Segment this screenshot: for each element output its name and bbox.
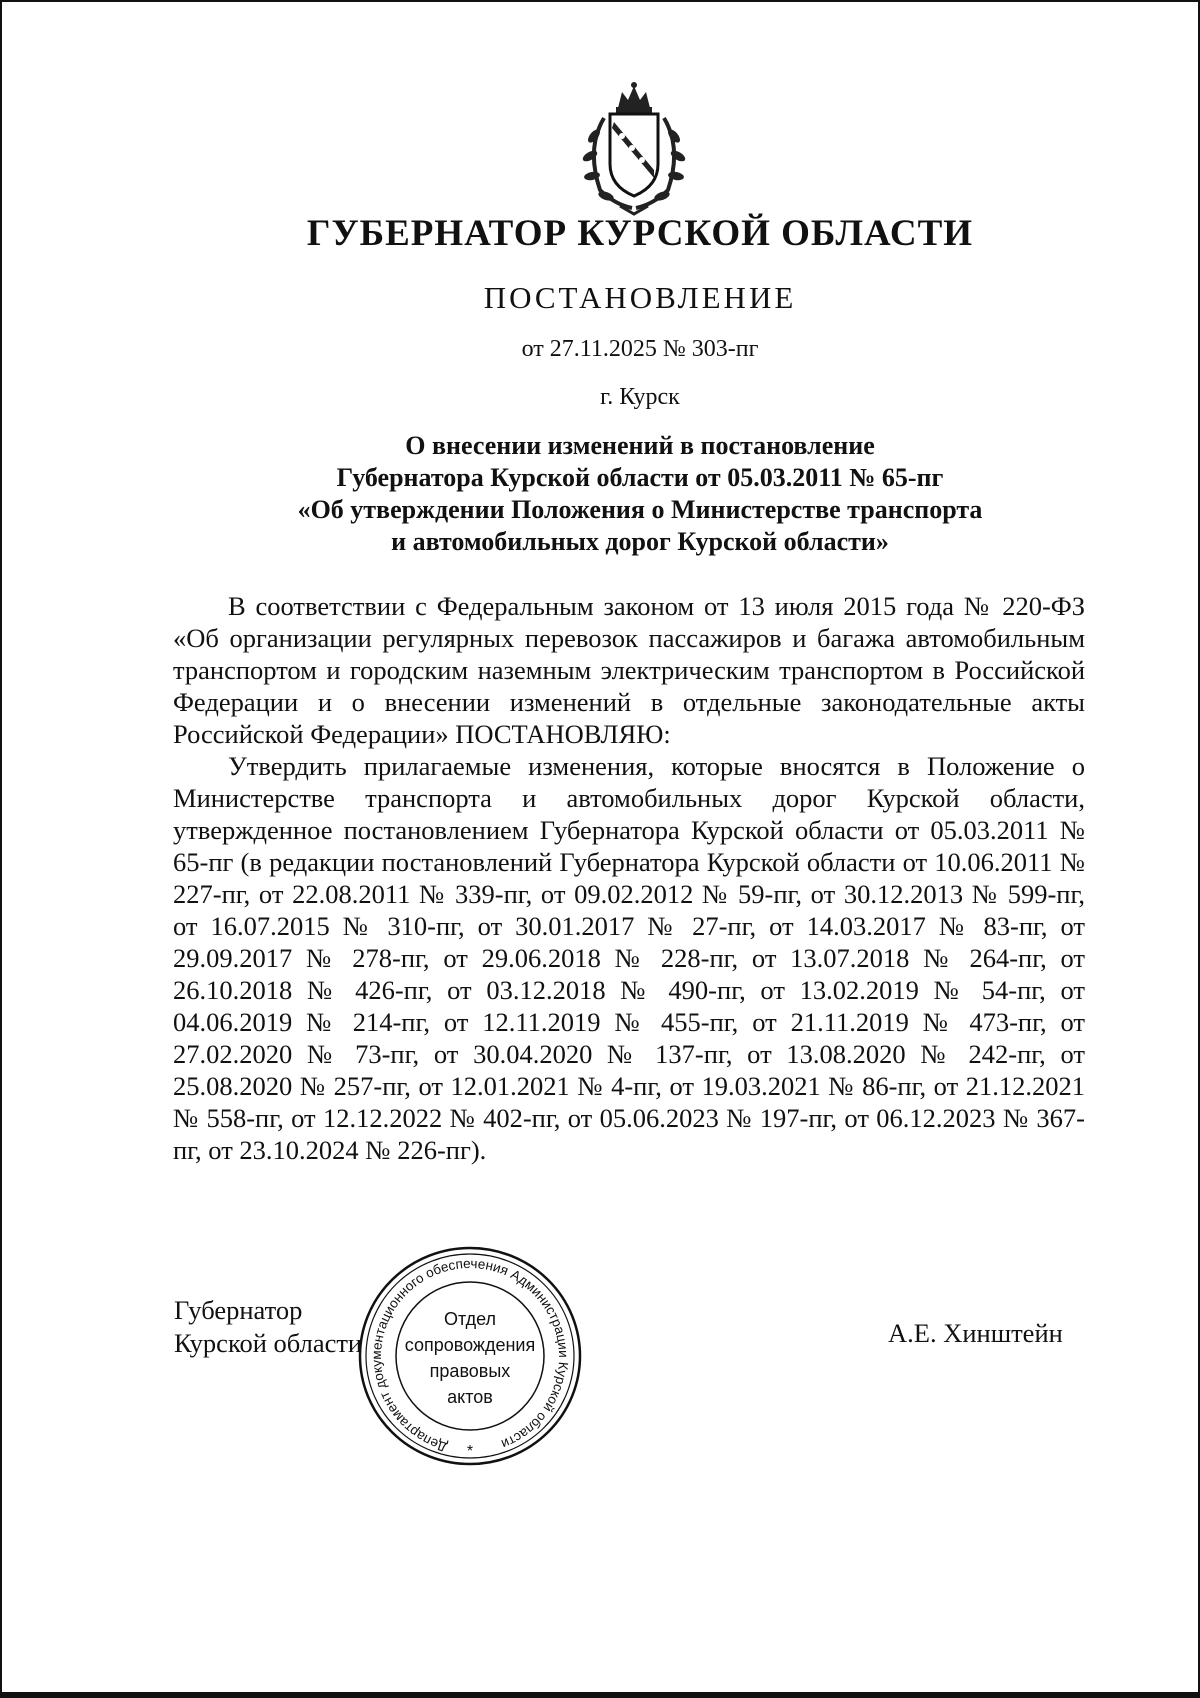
stamp-ring-text: Департамент документационного обеспечения Администрации Курской области	[368, 1255, 572, 1455]
signatory-name: А.Е. Хинштейн	[888, 1318, 1063, 1348]
subject-line: О внесении изменений в постановление	[405, 431, 875, 460]
official-stamp	[355, 1242, 585, 1470]
stamp-star: *	[466, 1443, 474, 1460]
signatory-position	[174, 1294, 362, 1360]
governor-title: ГУБЕРНАТОР КУРСКОЙ ОБЛАСТИ	[306, 213, 974, 254]
document-city: г. Курск	[600, 384, 680, 410]
signatory-position-line: Курской области	[174, 1328, 363, 1358]
subject-line: Губернатора Курской области от 05.03.2011 № 65-пг	[336, 463, 944, 492]
scan-edge-line	[0, 1692, 1200, 1698]
signatory-position-line: Губернатор	[174, 1295, 303, 1325]
document-type: ПОСТАНОВЛЕНИЕ	[483, 280, 797, 315]
document-body	[173, 590, 1085, 1166]
scan-edge-line	[0, 0, 1200, 2]
stamp-center-line: актов	[447, 1387, 493, 1407]
document-date-number: от 27.11.2025 № 303-пг	[521, 336, 759, 362]
body-paragraph: Утвердить прилагаемые изменения, которые вносятся в Положение о Министерстве транспорта и автомобильных дорог Курской области, утвержденное постановлением Губернатора Курской области от 05.03.2011 № 65-пг (в редакции постановлений Губернатора Курской области от 10.06.2011 № 227-пг, от 22.08.2011 № 339-пг, от 09.02.2012 № 59-пг, от 30.12.2013 № 599-пг, от 16.07.2015 № 310-пг, от 30.01.2017 № 27-пг, от 14.03.2017 № 83-пг, от 29.09.2017 № 278-пг, от 29.06.2018 № 228-пг, от 13.07.2018 № 264-пг, от 26.10.2018 № 426-пг, от 03.12.2018 № 490-пг, от 13.02.2019 № 54-пг, от 04.06.2019 № 214-пг, от 12.11.2019 № 455-пг, от 21.11.2019 № 473-пг, от 27.02.2020 № 73-пг, от 30.04.2020 № 137-пг, от 13.08.2020 № 242-пг, от 25.08.2020 № 257-пг, от 12.01.2021 № 4-пг, от 19.03.2021 № 86-пг, от 21.12.2021 № 558-пг, от 12.12.2022 № 402-пг, от 05.06.2023 № 197-пг, от 06.12.2023 № 367-пг, от 23.10.2024 № 226-пг).	[173, 751, 1085, 1165]
kursk-coat-of-arms-icon	[570, 78, 698, 216]
stamp-center-line: правовых	[429, 1361, 511, 1381]
scan-edge-line	[0, 0, 2, 1698]
body-paragraph: В соответствии с Федеральным законом от 13 июля 2015 года № 220-ФЗ «Об организации регулярных перевозок пассажиров и багажа автомобильным транспортом и городским наземным электрическим транспортом в Российской Федерации и о внесении изменений в отдельные законодательные акты Российской Федерации» ПОСТАНОВЛЯЮ:	[173, 591, 1085, 749]
document-subject	[170, 430, 1110, 558]
subject-line: «Об утверждении Положения о Министерстве транспорта	[297, 495, 983, 524]
stamp-center-line: Отдел	[443, 1309, 497, 1329]
subject-line: и автомобильных дорог Курской области»	[391, 527, 889, 556]
stamp-center-line: сопровождения	[404, 1335, 536, 1355]
